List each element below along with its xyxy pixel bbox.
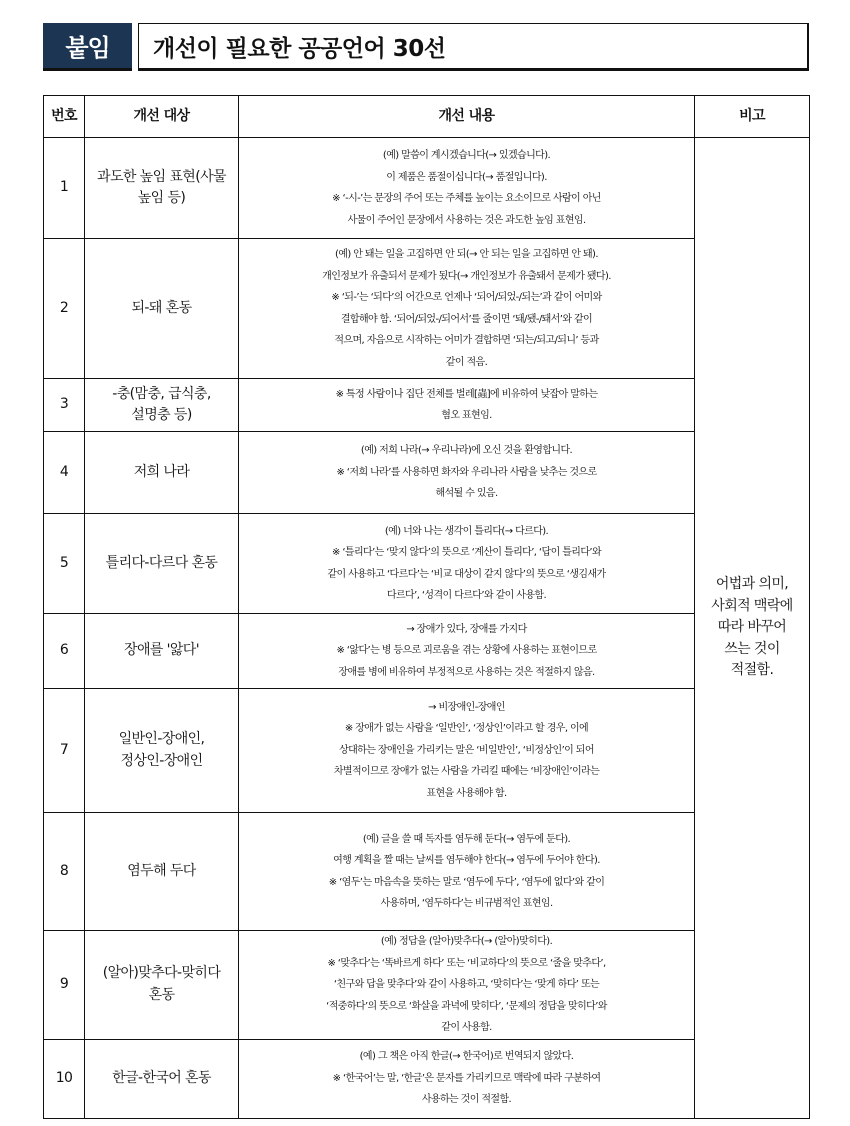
row-number: 6 <box>44 614 85 689</box>
row-subject <box>85 813 239 931</box>
content-line: 같이 사용함. <box>441 1022 492 1033</box>
row-content <box>239 239 695 379</box>
content-line: 표현을 사용해야 함. <box>426 787 507 799</box>
public-language-table <box>43 95 810 1119</box>
row-subject <box>85 514 239 614</box>
table-body <box>44 138 810 1119</box>
attachment-badge: 붙임 <box>43 23 132 71</box>
table-header-row <box>44 96 810 138</box>
content-line: (예) 정답을 (알아)맞추다(→ (알아)맞히다). <box>380 936 553 947</box>
row-content <box>239 614 695 689</box>
row-subject <box>85 614 239 689</box>
page-title: 개선이 필요한 공공언어 30선 <box>138 23 809 71</box>
column-header-note: 비고 <box>695 96 810 138</box>
content-line: 개인정보가 유출되서 문제가 됬다(→ 개인정보가 유출돼서 문제가 됐다). <box>322 270 611 282</box>
subject-line: 일반인-장애인, <box>118 731 205 747</box>
content-line: → 비장애인-장애인 <box>428 701 505 713</box>
subject-line: 설명충 등) <box>131 407 192 423</box>
content-line: 여행 계획을 짤 때는 날씨를 염두해야 한다(→ 염두에 두어야 한다). <box>333 855 600 866</box>
row-subject <box>85 138 239 239</box>
column-header-content: 개선 내용 <box>239 96 695 138</box>
row-content <box>239 1039 695 1118</box>
content-line: ※ ‘앓다’는 병 등으로 괴로움을 겪는 상황에 사용하는 표현이므로 <box>336 645 597 657</box>
row-subject <box>85 689 239 813</box>
row-number: 7 <box>44 689 85 813</box>
content-line: ※ ‘-시-’는 문장의 주어 또는 주체를 높이는 요소이므로 사람이 아닌 <box>332 193 601 204</box>
content-line: 사물이 주어인 문장에서 사용하는 것은 과도한 높임 표현임. <box>347 214 586 226</box>
remarks-line: 적절함. <box>730 662 774 678</box>
subject-line: (알아)맞추다-맞히다 <box>102 965 221 982</box>
content-line: ※ ‘저희 나라’를 사용하면 화자와 우리나라 사람을 낮추는 것으로 <box>336 466 597 478</box>
table-row <box>44 138 810 239</box>
subject-line: 혼동 <box>148 986 175 1003</box>
content-line: ※ ‘맞추다’는 ‘똑바르게 하다’ 또는 ‘비교하다’의 뜻으로 ‘줄을 맞추다’, <box>327 957 606 969</box>
subject-line: 과도한 높임 표현(사물 <box>97 168 226 185</box>
row-content <box>239 514 695 614</box>
content-line: 적으며, 자음으로 시작하는 어미가 결합하면 ‘되는/되고/되니’ 등과 <box>334 335 599 346</box>
subject-line: 염두해 두다 <box>127 862 196 879</box>
row-number: 5 <box>44 514 85 614</box>
content-line: (예) 글을 쓸 때 독자를 염두해 둔다(→ 염두에 둔다). <box>362 833 571 845</box>
content-line: ※ ‘되-’는 ‘되다’의 어간으로 언제나 ‘되어/되었-/되는’과 같이 어미와 <box>331 292 602 303</box>
row-content <box>239 689 695 813</box>
subject-line: 틀리다-다르다 혼동 <box>105 554 218 571</box>
remarks-line: 사회적 맥락에 <box>711 597 793 614</box>
subject-line: 저희 나라 <box>133 463 190 480</box>
subject-line: 되-돼 혼동 <box>131 299 192 316</box>
remarks-line: 어법과 의미, <box>715 576 789 592</box>
subject-line: 높임 등) <box>137 190 186 206</box>
content-line: ‘친구와 답을 맞추다’와 같이 사용하고, ‘맞히다’는 ‘맞게 하다’ 또는 <box>333 979 600 990</box>
row-number: 3 <box>44 379 85 432</box>
row-content <box>239 138 695 239</box>
content-line: 차별적이므로 장애가 없는 사람을 가리킬 때에는 ‘비장애인’이라는 <box>333 766 600 778</box>
content-line: ※ 특정 사람이나 집단 전체를 벌레[蟲]에 비유하여 낮잡아 말하는 <box>335 388 598 400</box>
content-line: 이 제품은 품절이십니다(→ 품절입니다). <box>386 171 547 183</box>
row-content <box>239 379 695 432</box>
subject-line: 한글-한국어 혼동 <box>112 1069 211 1086</box>
row-subject <box>85 432 239 514</box>
column-header-number: 번호 <box>44 96 85 138</box>
content-line: (예) 안 돼는 일을 고집하면 안 되(→ 안 되는 일을 고집하면 안 돼). <box>335 249 598 260</box>
remarks-cell <box>695 138 810 1119</box>
row-number: 4 <box>44 432 85 514</box>
content-line: 결합해야 함. ‘되어/되었-/되어서’를 줄이면 ‘돼/됐-/돼서’와 같이 <box>340 313 593 325</box>
row-number: 9 <box>44 931 85 1040</box>
content-line: 같이 적음. <box>445 356 488 368</box>
content-line: (예) 저희 나라(→ 우리나라)에 오신 것을 환영합니다. <box>360 445 573 457</box>
row-subject <box>85 379 239 432</box>
row-subject <box>85 239 239 379</box>
content-line: 사용하는 것이 적절함. <box>421 1094 512 1106</box>
content-line: 사용하며, ‘염두하다’는 비규범적인 표현임. <box>380 898 553 909</box>
subject-line: 정상인-장애인 <box>120 752 203 769</box>
title-bar <box>43 23 809 71</box>
remarks-line: 쓰는 것이 <box>724 640 780 657</box>
content-line: ※ ‘틀리다’는 ‘맞지 않다’의 뜻으로 ‘계산이 틀리다’, ‘답이 틀리다’와 <box>331 547 602 558</box>
row-content <box>239 813 695 931</box>
content-line: 혐오 표현임. <box>441 410 492 421</box>
row-content <box>239 432 695 514</box>
row-number: 10 <box>44 1039 85 1118</box>
row-number: 8 <box>44 813 85 931</box>
content-line: 다르다’, ‘성격이 다르다’와 같이 사용함. <box>386 590 547 601</box>
remarks-line: 따라 바꾸어 <box>717 619 787 635</box>
content-line: 해석될 수 있음. <box>435 488 498 500</box>
subject-line: -충(맘충, 급식충, <box>112 385 211 402</box>
content-line: 상대하는 장애인을 가리키는 말은 ‘비일반인’, ‘비정상인’이 되어 <box>339 744 594 756</box>
content-line: (예) 말씀이 계시겠습니다(→ 있겠습니다). <box>382 150 551 161</box>
content-line: 장애를 병에 비유하여 부정적으로 사용하는 것은 적절하지 않음. <box>338 666 595 678</box>
content-line: → 장애가 있다, 장애를 가지다 <box>406 623 527 635</box>
content-line: ※ ‘한국어’는 말, ‘한글’은 문자를 가리키므로 맥락에 따라 구분하여 <box>332 1072 601 1084</box>
row-number: 1 <box>44 138 85 239</box>
row-subject <box>85 1039 239 1118</box>
content-line: (예) 그 책은 아직 한글(→ 한국어)로 번역되지 않았다. <box>359 1051 574 1063</box>
column-header-subject: 개선 대상 <box>85 96 239 138</box>
content-line: 같이 사용하고 ‘다르다’는 ‘비교 대상이 같지 않다’의 뜻으로 ‘생김새가 <box>327 568 606 580</box>
subject-line: 장애를 '앓다' <box>124 642 199 659</box>
row-content <box>239 931 695 1040</box>
content-line: ※ 장애가 없는 사람을 ‘일반인’, ‘정상인’이라고 할 경우, 이에 <box>344 723 589 735</box>
row-number: 2 <box>44 239 85 379</box>
row-subject <box>85 931 239 1040</box>
content-line: (예) 너와 나는 생각이 틀리다(→ 다르다). <box>384 525 549 537</box>
content-line: ※ ‘염두’는 마음속을 뜻하는 말로 ‘염두에 두다’, ‘염두에 없다’와 같이 <box>328 876 605 888</box>
content-line: ‘적중하다’의 뜻으로 ‘화살을 과녁에 맞히다’, ‘문제의 정답을 맞히다’와 <box>326 1000 607 1012</box>
